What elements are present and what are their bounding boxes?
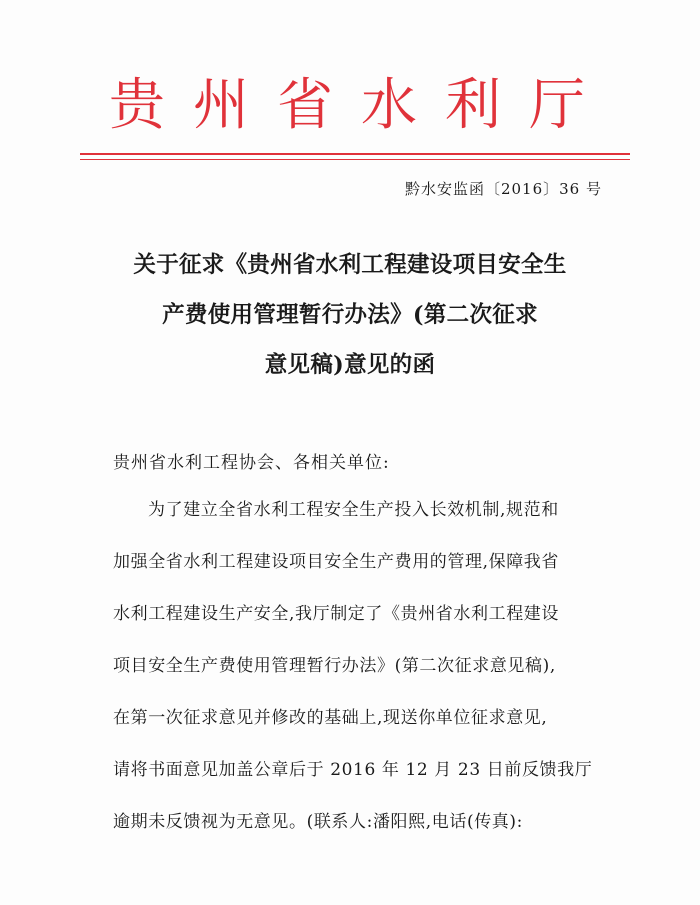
letterhead-red-rule-thin bbox=[80, 159, 630, 160]
letterhead-org-name: 贵州省水利厅 bbox=[109, 73, 613, 138]
body-line: 在第一次征求意见并修改的基础上,现送你单位征求意见, bbox=[113, 708, 548, 728]
document-number: 黔水安监函〔2016〕36 号 bbox=[404, 180, 602, 198]
salutation: 贵州省水利工程协会、各相关单位: bbox=[113, 453, 390, 473]
body-line: 项目安全生产费使用管理暂行办法》(第二次征求意见稿), bbox=[113, 656, 556, 676]
title-line: 关于征求《贵州省水利工程建设项目安全生 bbox=[133, 252, 567, 278]
document-title bbox=[60, 240, 640, 390]
letterhead-red-rule bbox=[80, 153, 630, 155]
body-paragraph bbox=[113, 497, 603, 861]
body-line: 水利工程建设生产安全,我厅制定了《贵州省水利工程建设 bbox=[113, 604, 560, 624]
body-line: 请将书面意见加盖公章后于 2016 年 12 月 23 日前反馈我厅 bbox=[113, 760, 593, 780]
body-line: 加强全省水利工程建设项目安全生产费用的管理,保障我省 bbox=[113, 552, 560, 572]
title-line: 产费使用管理暂行办法》(第二次征求 bbox=[162, 302, 538, 328]
body-line: 逾期未反馈视为无意见。(联系人:潘阳熙,电话(传真): bbox=[113, 812, 523, 832]
title-line: 意见稿)意见的函 bbox=[264, 352, 436, 378]
body-line: 为了建立全省水利工程安全生产投入长效机制,规范和 bbox=[148, 500, 559, 520]
